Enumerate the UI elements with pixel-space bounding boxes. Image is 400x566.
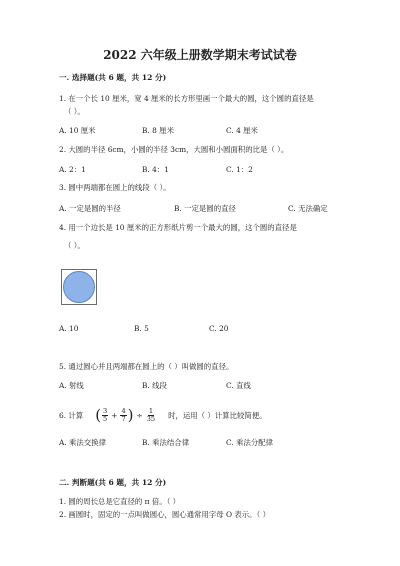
question-2-option-b: B. 4：1 — [142, 165, 169, 174]
question-4-option-c: C. 20 — [209, 324, 229, 333]
question-3-text: 3. 圆中两端都在圆上的线段（ ）。 — [59, 183, 171, 192]
section-heading-judgement: 二. 判断题(共 6 题，共 12 分) — [59, 478, 167, 487]
question-1-text: 1. 在一个长 10 厘米，宽 4 厘米的长方形里画一个最大的圆，这个圆的直径是 — [59, 94, 314, 103]
question-1-blank: （ ）。 — [64, 107, 85, 116]
fraction-3-denominator: 35 — [146, 414, 156, 423]
fraction-1-denominator: 5 — [103, 414, 108, 423]
question-6-expression — [59, 400, 267, 430]
question-6-option-b: B. 乘法结合律 — [142, 438, 190, 447]
plus-sign: + — [111, 410, 118, 420]
section-heading-choice: 一. 选择题(共 6 题，共 12 分) — [59, 73, 167, 82]
question-3-option-c: C. 无法确定 — [288, 204, 328, 213]
square-with-circle-figure — [61, 269, 97, 305]
left-paren: ( — [95, 406, 102, 424]
question-2-option-a: A. 2：1 — [59, 165, 86, 174]
right-paren: ) — [127, 406, 134, 424]
fraction-2 — [120, 408, 126, 423]
question-4-text: 4. 用一个边长是 10 厘米的正方形纸片剪一个最大的圆，这个圆的直径是 — [59, 223, 297, 232]
question-5-option-a: A. 射线 — [59, 381, 84, 390]
question-5-text: 5. 通过圆心并且两端都在圆上的（ ）叫做圆的直径。 — [59, 362, 234, 371]
question-3-option-a: A. 一定是圆的半径 — [59, 204, 121, 213]
fraction-1-numerator: 3 — [103, 406, 108, 415]
divide-sign: ÷ — [136, 410, 143, 420]
question-4-blank: （ ）。 — [64, 241, 85, 250]
question-6-prefix: 6. 计算 — [59, 410, 84, 420]
question-6-suffix: 时，运用（ ）计算比较简便。 — [168, 410, 267, 420]
fraction-2-denominator: 7 — [121, 414, 126, 423]
question-4-option-b: B. 5 — [134, 324, 149, 333]
question-5-option-b: B. 线段 — [142, 381, 167, 390]
fraction-3 — [147, 408, 155, 423]
question-4-option-a: A. 10 — [59, 324, 79, 333]
question-5-option-c: C. 直线 — [226, 381, 251, 390]
question-2-option-c: C. 1：2 — [226, 165, 253, 174]
fraction-3-numerator: 1 — [148, 406, 154, 415]
question-2-text: 2. 大圆的半径 6cm，小圆的半径 3cm，大圆和小圆面积的比是（ ）。 — [59, 145, 289, 154]
inscribed-circle — [63, 271, 95, 303]
fraction-1 — [102, 408, 108, 423]
fraction-2-numerator: 4 — [121, 406, 126, 415]
question-1-option-a: A. 10 厘米 — [59, 126, 96, 135]
question-3-option-b: B. 一定是圆的直径 — [174, 204, 236, 213]
question-6-option-a: A. 乘法交换律 — [59, 438, 106, 447]
question-6-option-c: C. 乘法分配律 — [226, 438, 274, 447]
judgement-2-text: 2. 画圆时，固定的一点叫做圆心，圆心通常用字母 O 表示。（ ） — [59, 510, 270, 519]
question-1-option-c: C. 4 厘米 — [226, 126, 258, 135]
judgement-1-text: 1. 圆的周长总是它直径的 π 倍。（ ） — [59, 497, 181, 506]
page-title: 2022 六年级上册数学期末考试试卷 — [103, 48, 297, 62]
question-1-option-b: B. 8 厘米 — [142, 126, 174, 135]
